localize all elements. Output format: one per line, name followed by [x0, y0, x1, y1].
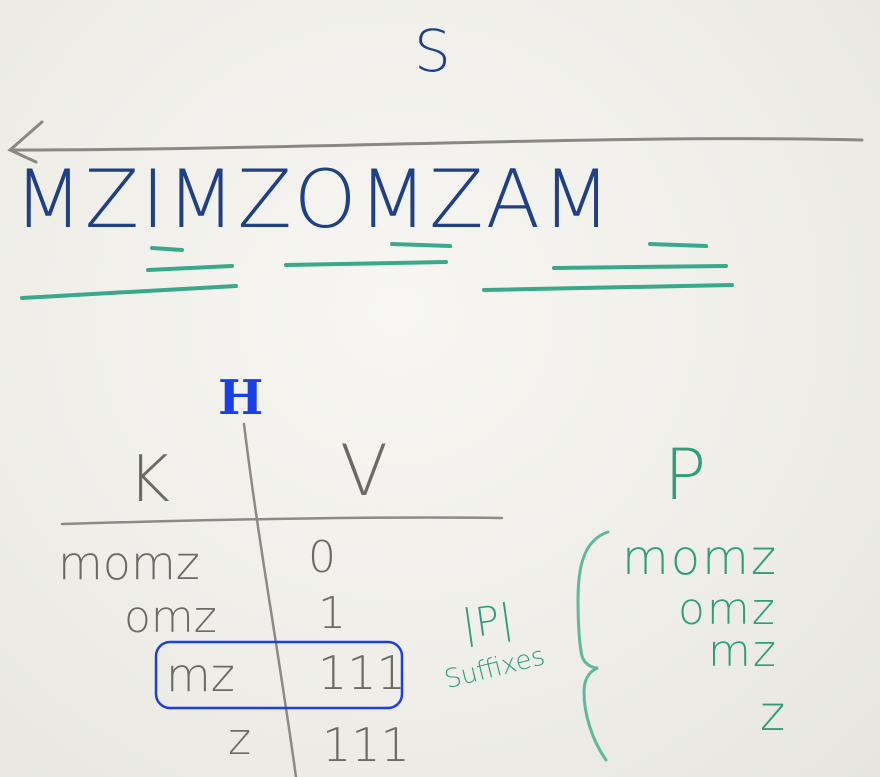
suffix-count-label: |P|: [459, 595, 517, 649]
table-column-divider: [244, 424, 296, 777]
curly-brace-icon: [578, 532, 608, 760]
underline-short-2: [286, 262, 446, 265]
underline-z-1: [152, 248, 182, 250]
table-row-value: 111: [318, 646, 406, 700]
underline-short-3: [554, 266, 726, 268]
string-label-s: S: [414, 17, 451, 85]
table-row-value: 1: [318, 588, 346, 639]
table-row-value: 111: [322, 718, 410, 772]
pattern-suffix: omz: [678, 584, 777, 635]
table-row-key: omz: [124, 592, 217, 643]
suffix-word: Suffixes: [441, 641, 548, 696]
pattern-suffix: z: [760, 686, 786, 742]
pattern-suffix: mz: [708, 626, 778, 677]
table-row-value: 0: [308, 532, 336, 583]
underline-short-1: [148, 266, 232, 270]
pattern-label-p: P: [664, 434, 707, 516]
hash-symbol-h: H: [218, 370, 264, 426]
main-string: MZIMZOMZAM: [14, 153, 613, 246]
table-header-value: V: [340, 430, 388, 512]
table-header-rule: [62, 517, 502, 524]
direction-arrow-icon: [14, 139, 862, 150]
underline-z-3: [650, 244, 706, 246]
table-row-key: z: [228, 714, 252, 765]
substring-underlines: [22, 244, 732, 298]
table-row-key: mz: [166, 648, 235, 702]
underline-long-1: [22, 286, 236, 298]
underline-long-2: [484, 285, 732, 290]
table-row-key: momz: [58, 536, 200, 590]
table-header-key: K: [128, 443, 170, 517]
pattern-suffix: momz: [622, 530, 779, 586]
